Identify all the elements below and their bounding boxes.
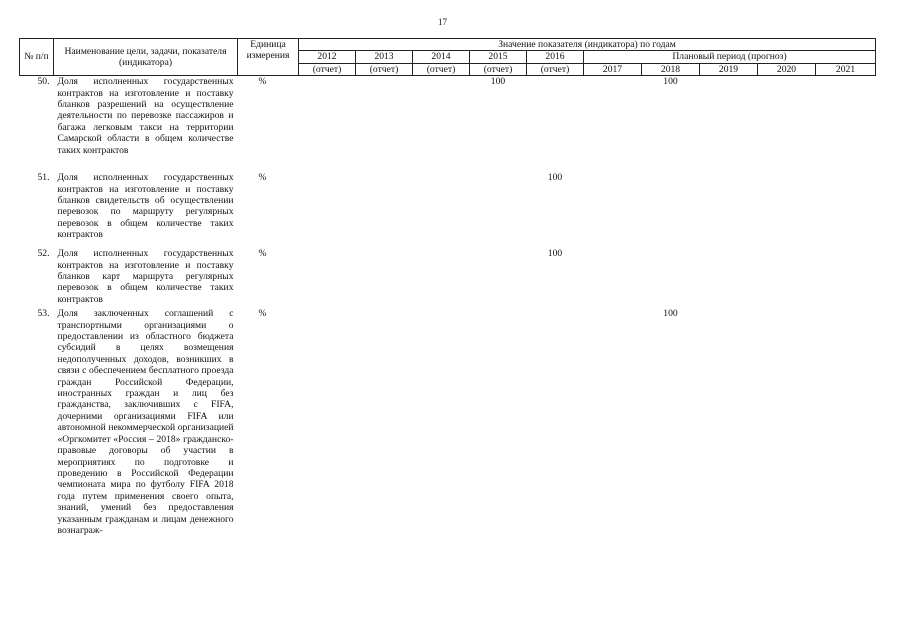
- header-num: № п/п: [20, 39, 54, 76]
- table-row: [20, 248, 876, 308]
- value-cell: [299, 76, 356, 173]
- header-year: 2016: [527, 51, 584, 63]
- value-cell: [584, 248, 642, 308]
- value-cell: [413, 76, 470, 173]
- value-cell: 100: [547, 248, 563, 260]
- table-row: [20, 76, 876, 173]
- value-cell: 100: [663, 76, 678, 88]
- value-cell: [356, 172, 413, 248]
- header-plan-year: 2018: [642, 63, 700, 75]
- indicators-table: [19, 38, 876, 568]
- value-cell: [413, 172, 470, 248]
- value-cell: 100: [490, 76, 506, 88]
- header-report-note: (отчет): [413, 63, 470, 75]
- header-values: Значение показателя (индикатора) по годам: [299, 39, 876, 51]
- value-cell: [470, 172, 527, 248]
- header-plan-year: 2019: [700, 63, 758, 75]
- unit-cell: %: [258, 76, 267, 88]
- header-report-note: (отчет): [356, 63, 413, 75]
- value-cell: [584, 172, 642, 248]
- value-cell: [642, 248, 700, 308]
- header-plan-year: 2017: [584, 63, 642, 75]
- unit-cell: %: [258, 248, 267, 260]
- value-cell: [700, 172, 758, 248]
- header-plan-year: 2021: [816, 63, 876, 75]
- table-row: [20, 172, 876, 248]
- value-cell: [527, 308, 584, 568]
- value-cell: [816, 248, 876, 308]
- header-name: Наименование цели, задачи, показателя (индикатора): [54, 39, 238, 76]
- header-year: 2012: [299, 51, 356, 63]
- header-unit: Единица измерения: [238, 39, 299, 76]
- page-number: 17: [438, 17, 447, 27]
- value-cell: [470, 248, 527, 308]
- value-cell: [758, 308, 816, 568]
- value-cell: [700, 248, 758, 308]
- value-cell: [642, 172, 700, 248]
- value-cell: [413, 308, 470, 568]
- value-cell: [758, 248, 816, 308]
- indicator-name: Доля исполненных государственных контрактов на изготовление и поставку бланков разрешений на осуществление деятельности по перевозке пассажиров и багажа легковым такси на территории Самарской области в общем количестве таких контрактов: [57, 76, 234, 156]
- value-cell: [816, 172, 876, 248]
- value-cell: [700, 76, 758, 173]
- row-number: 53.: [37, 308, 50, 320]
- value-cell: [700, 308, 758, 568]
- header-year: 2014: [413, 51, 470, 63]
- row-number: 50.: [37, 76, 50, 88]
- value-cell: [299, 172, 356, 248]
- table-row: [20, 308, 876, 568]
- value-cell: [356, 248, 413, 308]
- value-cell: [758, 172, 816, 248]
- value-cell: [356, 308, 413, 568]
- indicator-name: Доля заключенных соглашений с транспортными организациями о предоставлении из областного бюджета субсидий в целях возмещения недополученных доходов, возникших в связи с обеспечением бесплатного проезда граждан Российской Федерации, иностранных граждан и лиц без гражданства, заключивших с FIFA, дочерними организациями FIFA или автономной некоммерческой организацией «Оргкомитет «Россия – 2018» гражданско-правовые договоры об участии в мероприятиях по подготовке и проведению в Российской Федерации чемпионата мира по футболу FIFA 2018 года путем применения своего опыта, знаний, умений без предоставления указанным гражданам и лицам денежного вознаграж-: [57, 308, 234, 536]
- header-plan-year: 2020: [758, 63, 816, 75]
- header-year: 2015: [470, 51, 527, 63]
- value-cell: [470, 308, 527, 568]
- indicator-name: Доля исполненных государственных контрактов на изготовление и поставку бланков карт маршрута регулярных перевозок в общем количестве таких контрактов: [57, 248, 234, 305]
- value-cell: [299, 248, 356, 308]
- row-number: 51.: [37, 172, 50, 184]
- unit-cell: %: [258, 308, 267, 320]
- indicator-name: Доля исполненных государственных контрактов на изготовление и поставку бланков свидетельств об осуществлении перевозок по маршруту регулярных перевозок в общем количестве таких контрактов: [57, 172, 234, 241]
- value-cell: [584, 308, 642, 568]
- value-cell: [584, 76, 642, 173]
- header-year: 2013: [356, 51, 413, 63]
- value-cell: 100: [547, 172, 563, 184]
- value-cell: [816, 76, 876, 173]
- value-cell: [758, 76, 816, 173]
- header-report-note: (отчет): [527, 63, 584, 75]
- row-number: 52.: [37, 248, 50, 260]
- value-cell: 100: [663, 308, 678, 320]
- value-cell: [527, 76, 584, 173]
- value-cell: [816, 308, 876, 568]
- header-plan: Плановый период (прогноз): [584, 51, 876, 63]
- value-cell: [299, 308, 356, 568]
- value-cell: [356, 76, 413, 173]
- header-report-note: (отчет): [299, 63, 356, 75]
- header-report-note: (отчет): [470, 63, 527, 75]
- value-cell: [413, 248, 470, 308]
- unit-cell: %: [258, 172, 267, 184]
